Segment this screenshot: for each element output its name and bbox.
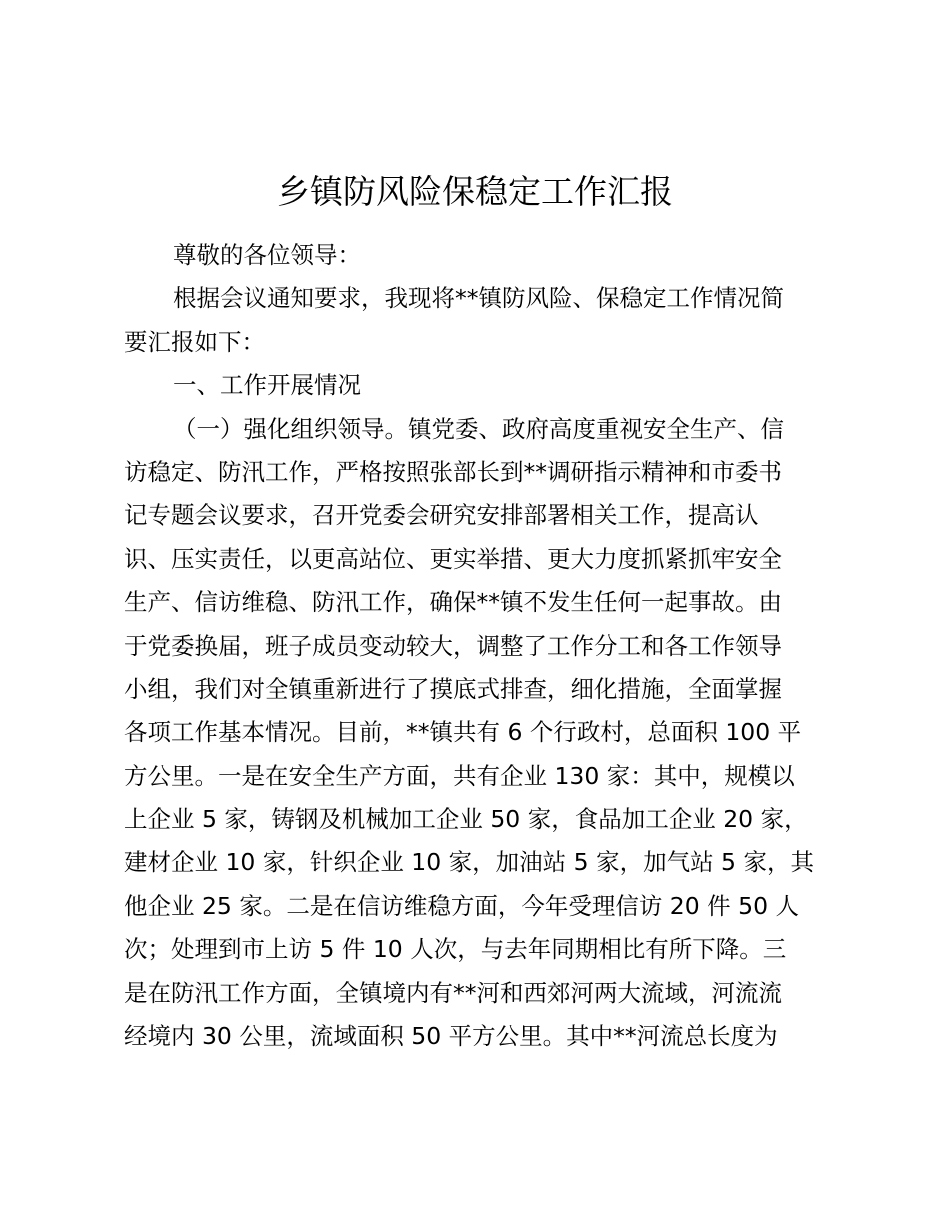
text-line: 要汇报如下： — [124, 327, 265, 356]
document-body — [124, 234, 830, 1058]
text-line: 小组，我们对全镇重新进行了摸底式排查，细化措施，全面掌握 — [124, 674, 782, 703]
text-line: 识、压实责任，以更高站位、更实举措、更大力度抓紧抓牢安全 — [124, 544, 782, 573]
text-line: 于党委换届，班子成员变动较大，调整了工作分工和各工作领导 — [124, 631, 782, 660]
text-line: 是在防汛工作方面，全镇境内有**河和西郊河两大流域，河流流 — [124, 978, 782, 1007]
text-line: 上企业 5 家，铸钢及机械加工企业 50 家，食品加工企业 20 家， — [124, 805, 808, 834]
text-line: 他企业 25 家。二是在信访维稳方面，今年受理信访 20 件 50 人 — [124, 891, 800, 920]
text-line: 一、工作开展情况 — [173, 371, 361, 400]
text-line: 方公里。一是在安全生产方面，共有企业 130 家：其中，规模以 — [124, 761, 795, 790]
text-line: 访稳定、防汛工作，严格按照张部长到**调研指示精神和市委书 — [124, 457, 782, 486]
text-line: 尊敬的各位领导： — [173, 241, 361, 269]
text-line: （一）强化组织领导。镇党委、政府高度重视安全生产、信 — [173, 414, 784, 443]
text-line: 经境内 30 公里，流域面积 50 平方公里。其中**河流总长度为 — [124, 1022, 778, 1051]
text-line: 次；处理到市上访 5 件 10 人次，与去年同期相比有所下降。三 — [124, 935, 787, 964]
text-line: 各项工作基本情况。目前，**镇共有 6 个行政村，总面积 100 平 — [124, 718, 802, 747]
text-line: 建材企业 10 家，针织企业 10 家，加油站 5 家，加气站 5 家，其 — [124, 848, 814, 877]
document-title: 乡镇防风险保稳定工作汇报 — [277, 172, 673, 211]
text-line: 记专题会议要求，召开党委会研究安排部署相关工作，提高认 — [124, 501, 759, 530]
text-line: 生产、信访维稳、防汛工作，确保**镇不发生任何一起事故。由 — [124, 588, 782, 617]
text-line: 根据会议通知要求，我现将**镇防风险、保稳定工作情况简 — [173, 284, 784, 313]
